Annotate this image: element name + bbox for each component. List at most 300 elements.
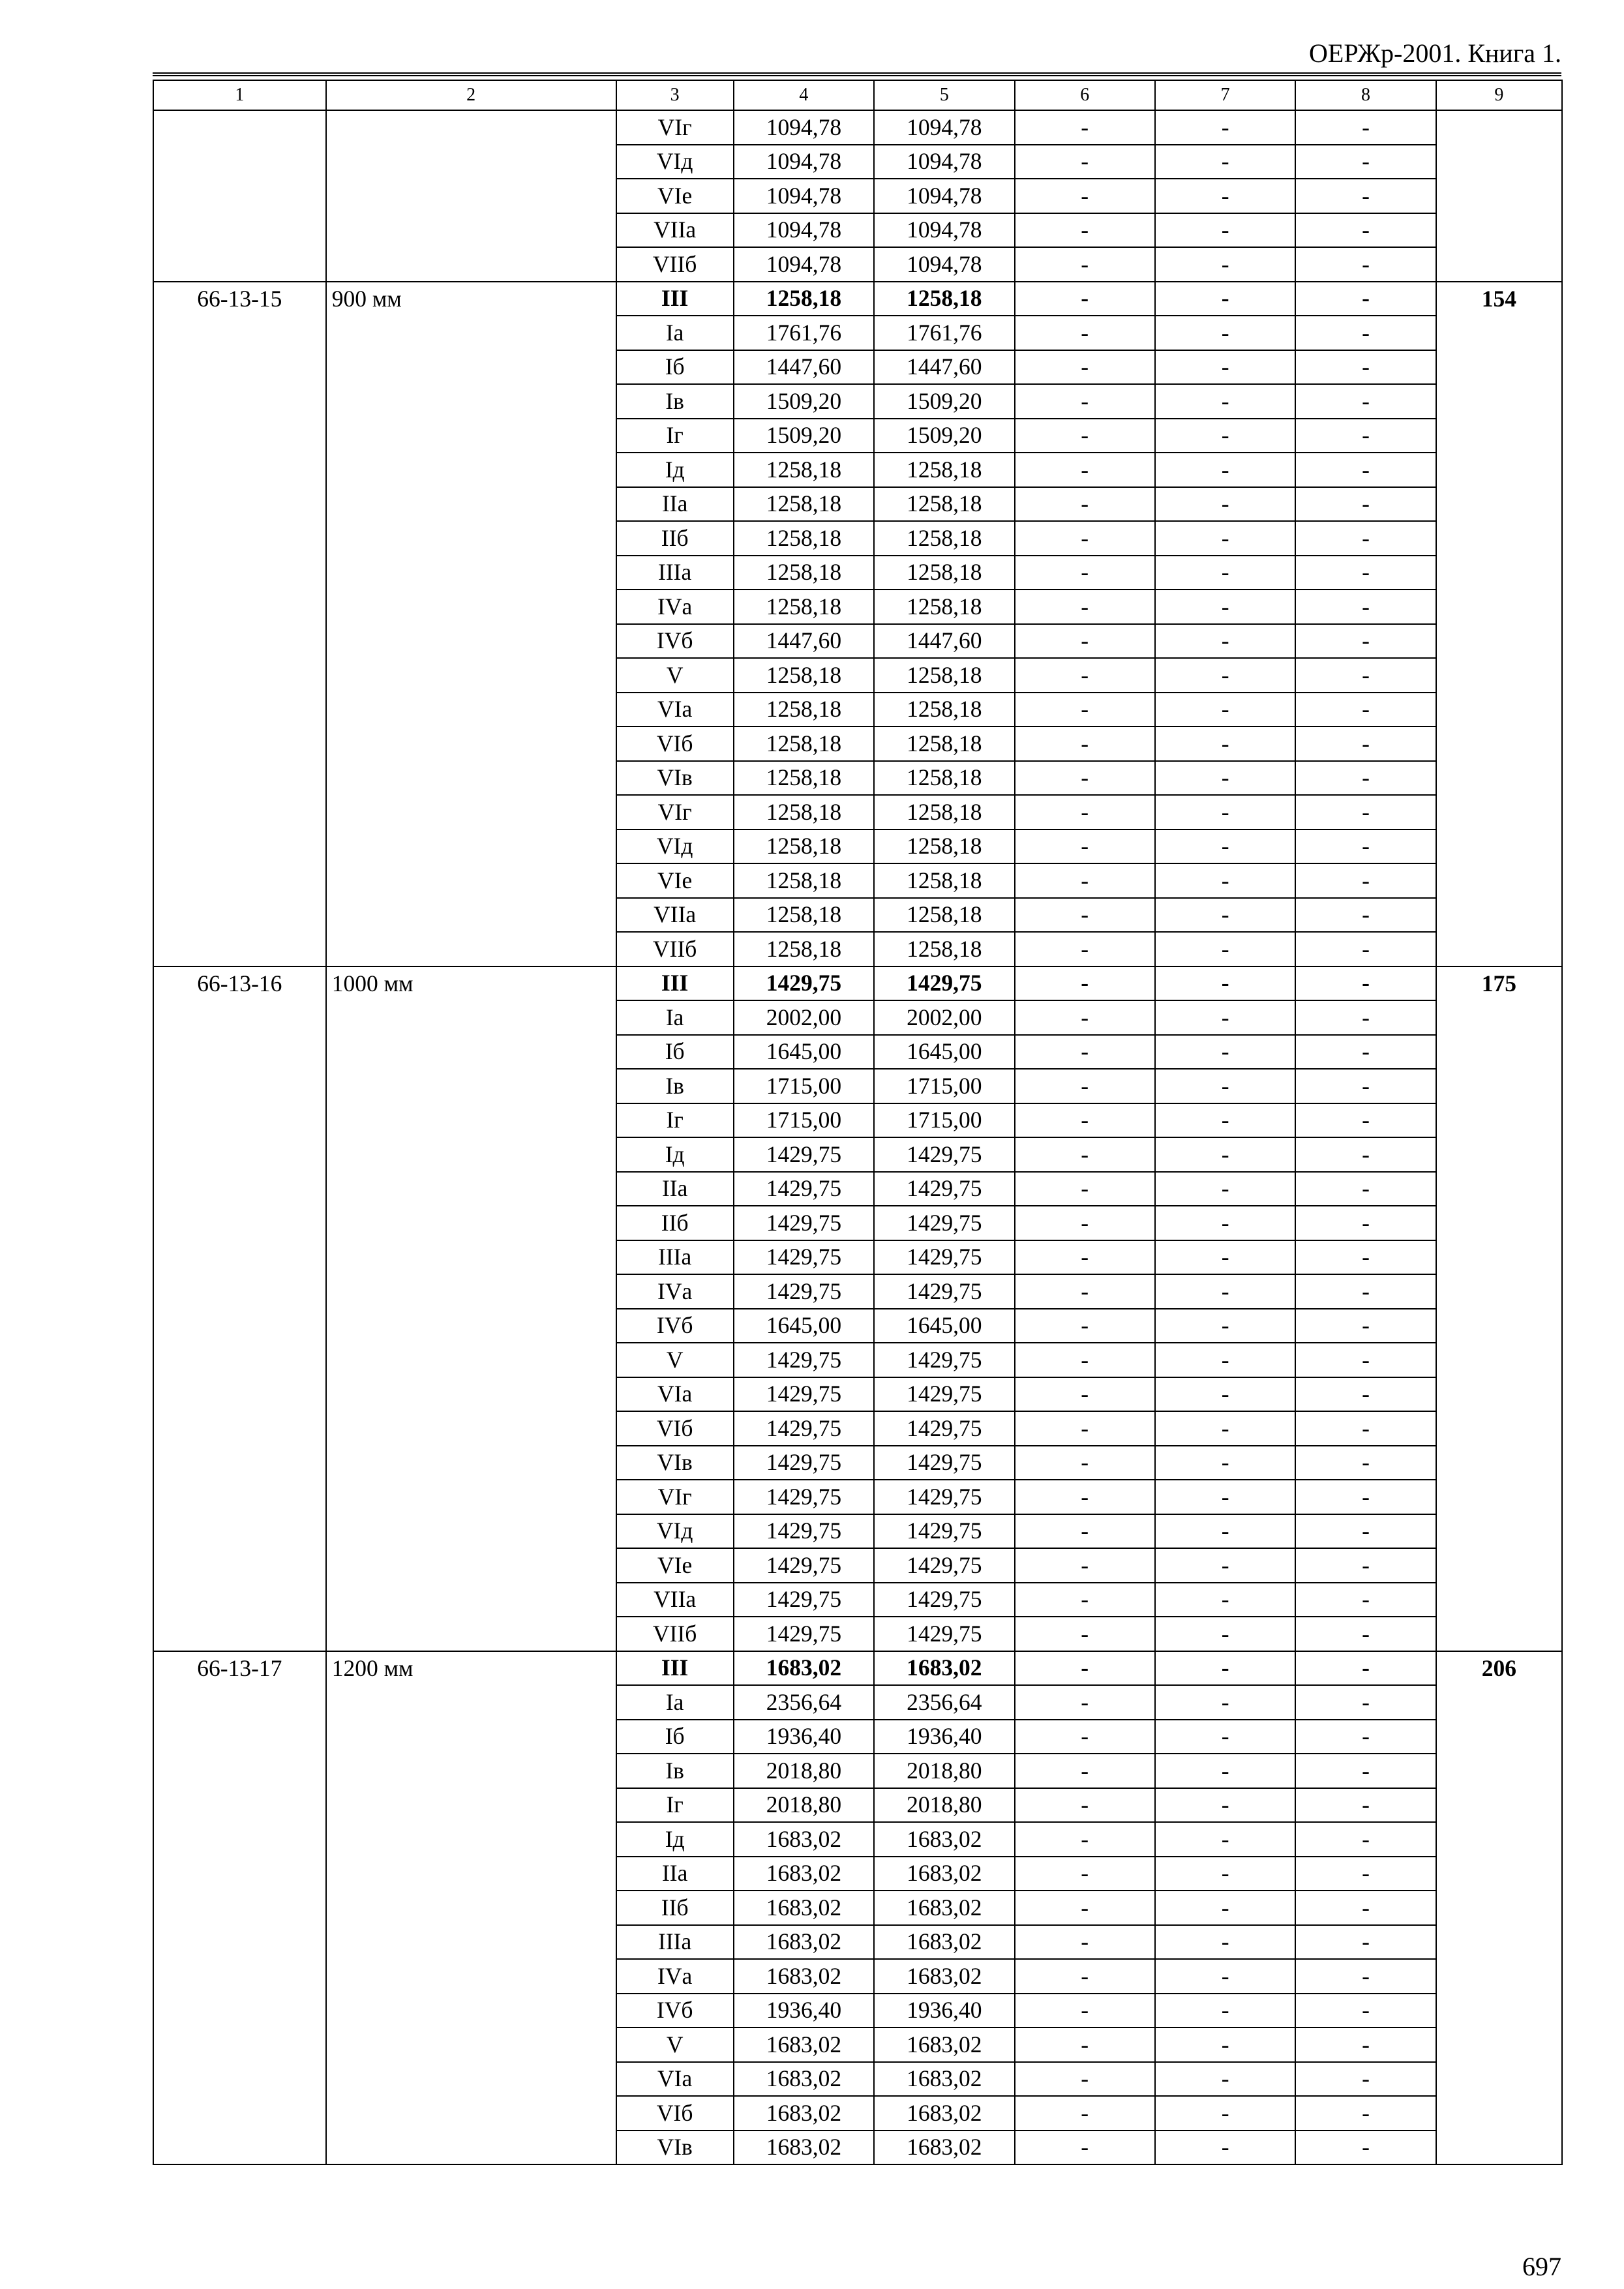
cost-value: - [1295,761,1436,796]
column-number: 5 [874,80,1014,110]
price-value: 1258,18 [874,453,1014,487]
price-value: 1429,75 [874,1137,1014,1172]
cost-value: - [1155,1891,1295,1925]
cost-value: - [1295,1240,1436,1275]
cost-value: - [1015,556,1155,590]
item-code: 66-13-15 [153,282,326,966]
price-value: 1258,18 [734,556,874,590]
price-value: 1258,18 [874,556,1014,590]
item-reference [1436,110,1562,282]
cost-value: - [1295,1411,1436,1446]
price-value: 1429,75 [874,1377,1014,1412]
cost-value: - [1155,1788,1295,1823]
price-value: 1094,78 [734,110,874,145]
cost-value: - [1295,590,1436,624]
table-body [153,80,1562,2164]
cost-value: - [1015,1822,1155,1857]
cost-value: - [1295,145,1436,179]
price-value: 1258,18 [874,932,1014,966]
cost-value: - [1295,487,1436,522]
price-value: 1258,18 [874,898,1014,933]
column-number: 9 [1436,80,1562,110]
cost-value: - [1015,2096,1155,2131]
zone-code: IIа [616,1857,734,1891]
cost-value: - [1295,1857,1436,1891]
price-value: 1258,18 [874,282,1014,316]
cost-value: - [1295,1788,1436,1823]
cost-value: - [1295,624,1436,659]
cost-value: - [1155,1617,1295,1651]
price-value: 1094,78 [734,179,874,213]
price-value: 1683,02 [874,1822,1014,1857]
price-value: 1645,00 [734,1309,874,1343]
zone-code: Iб [616,350,734,385]
zone-code: IIа [616,1172,734,1206]
cost-value: - [1295,282,1436,316]
cost-value: - [1155,384,1295,419]
price-value: 1094,78 [734,213,874,248]
cost-value: - [1295,1206,1436,1240]
cost-value: - [1015,624,1155,659]
price-value: 1447,60 [734,624,874,659]
price-value: 1429,75 [734,1514,874,1549]
cost-value: - [1155,1377,1295,1412]
cost-value: - [1155,521,1295,556]
cost-value: - [1295,453,1436,487]
cost-value: - [1295,1720,1436,1754]
zone-code: IVб [616,624,734,659]
zone-code: Iг [616,1103,734,1138]
price-value: 1094,78 [874,145,1014,179]
cost-value: - [1155,1446,1295,1480]
cost-value: - [1155,863,1295,898]
cost-value: - [1015,179,1155,213]
price-value: 1509,20 [734,384,874,419]
price-value: 1258,18 [874,487,1014,522]
price-value: 1683,02 [734,2027,874,2062]
cost-value: - [1155,693,1295,727]
price-value: 1715,00 [874,1069,1014,1103]
cost-value: - [1155,1754,1295,1788]
price-value: 1429,75 [874,1514,1014,1549]
zone-code: IVа [616,1959,734,1994]
cost-value: - [1295,2027,1436,2062]
cost-value: - [1015,213,1155,248]
cost-value: - [1015,830,1155,864]
cost-value: - [1295,1685,1436,1720]
zone-code: VIб [616,1411,734,1446]
cost-value: - [1015,1925,1155,1960]
price-value: 2018,80 [874,1754,1014,1788]
cost-value: - [1295,1480,1436,1514]
cost-value: - [1155,316,1295,350]
zone-code: VIв [616,761,734,796]
zone-code: Iд [616,1137,734,1172]
price-value: 1429,75 [874,1480,1014,1514]
zone-code: VIIа [616,1583,734,1617]
table-row [153,110,1562,145]
cost-value: - [1155,2096,1295,2131]
price-value: 2018,80 [734,1788,874,1823]
item-name: 900 мм [326,282,616,966]
cost-value: - [1295,213,1436,248]
column-number: 3 [616,80,734,110]
item-name: 1000 мм [326,966,616,1651]
price-value: 1429,75 [874,1274,1014,1309]
price-value: 1258,18 [734,830,874,864]
zone-code: IIб [616,1206,734,1240]
zone-code: VIб [616,726,734,761]
cost-value: - [1295,1994,1436,2028]
cost-value: - [1015,2131,1155,2165]
price-value: 1936,40 [734,1994,874,2028]
cost-value: - [1295,384,1436,419]
cost-value: - [1155,2027,1295,2062]
cost-value: - [1015,1343,1155,1377]
item-reference: 175 [1436,966,1562,1651]
zone-code: VIIб [616,1617,734,1651]
page-number: 697 [1522,2252,1561,2281]
price-value: 1683,02 [734,1925,874,1960]
price-value: 1429,75 [874,1446,1014,1480]
cost-value: - [1295,658,1436,693]
zone-code: IIIа [616,1925,734,1960]
price-value: 1094,78 [874,110,1014,145]
cost-value: - [1295,1103,1436,1138]
price-value: 1715,00 [734,1103,874,1138]
price-value: 1258,18 [874,761,1014,796]
price-value: 1429,75 [734,1172,874,1206]
price-value: 1429,75 [874,1206,1014,1240]
header-double-rule [153,72,1561,76]
zone-code: Iв [616,1069,734,1103]
cost-value: - [1295,830,1436,864]
zone-code: IIб [616,1891,734,1925]
column-number: 7 [1155,80,1295,110]
cost-value: - [1015,863,1155,898]
cost-value: - [1295,1548,1436,1583]
cost-value: - [1155,1480,1295,1514]
price-value: 1429,75 [734,1343,874,1377]
cost-value: - [1155,1069,1295,1103]
cost-value: - [1295,1000,1436,1035]
cost-value: - [1155,2131,1295,2165]
column-number: 2 [326,80,616,110]
cost-value: - [1295,1446,1436,1480]
cost-value: - [1155,1994,1295,2028]
zone-code: VIIа [616,213,734,248]
cost-value: - [1295,1891,1436,1925]
zone-code: IIIа [616,1240,734,1275]
price-value: 1936,40 [874,1720,1014,1754]
price-value: 1645,00 [874,1035,1014,1070]
price-value: 1258,18 [874,693,1014,727]
cost-value: - [1155,179,1295,213]
cost-value: - [1155,282,1295,316]
price-value: 1258,18 [734,726,874,761]
price-table [153,80,1563,2165]
price-value: 1258,18 [734,863,874,898]
cost-value: - [1015,1172,1155,1206]
price-value: 1683,02 [734,2062,874,2097]
price-value: 1936,40 [874,1994,1014,2028]
cost-value: - [1295,1172,1436,1206]
cost-value: - [1155,966,1295,1001]
zone-code: Iа [616,1685,734,1720]
cost-value: - [1155,830,1295,864]
cost-value: - [1155,1548,1295,1583]
zone-code: VIв [616,2131,734,2165]
zone-code: Iд [616,453,734,487]
cost-value: - [1015,761,1155,796]
price-value: 1429,75 [734,1480,874,1514]
cost-value: - [1015,1959,1155,1994]
price-value: 1447,60 [874,624,1014,659]
cost-value: - [1155,556,1295,590]
cost-value: - [1015,2062,1155,2097]
price-value: 2018,80 [874,1788,1014,1823]
cost-value: - [1015,1035,1155,1070]
cost-value: - [1155,419,1295,453]
cost-value: - [1155,110,1295,145]
price-value: 1258,18 [874,830,1014,864]
table-row [153,1651,1562,1686]
cost-value: - [1155,1000,1295,1035]
cost-value: - [1295,863,1436,898]
cost-value: - [1155,898,1295,933]
zone-code: VIа [616,2062,734,2097]
cost-value: - [1295,932,1436,966]
price-value: 1258,18 [874,658,1014,693]
price-value: 1683,02 [874,2062,1014,2097]
price-value: 1258,18 [874,521,1014,556]
zone-code: VIг [616,1480,734,1514]
cost-value: - [1295,1343,1436,1377]
cost-value: - [1155,1309,1295,1343]
cost-value: - [1295,1651,1436,1686]
price-value: 1258,18 [734,521,874,556]
cost-value: - [1155,1035,1295,1070]
zone-code: Iб [616,1035,734,1070]
item-name [326,110,616,282]
cost-value: - [1155,1857,1295,1891]
cost-value: - [1015,1994,1155,2028]
price-value: 1429,75 [734,1411,874,1446]
column-number: 8 [1295,80,1436,110]
cost-value: - [1155,487,1295,522]
price-value: 1429,75 [734,1548,874,1583]
item-code: 66-13-16 [153,966,326,1651]
cost-value: - [1015,1446,1155,1480]
price-value: 1429,75 [734,966,874,1001]
cost-value: - [1015,1377,1155,1412]
zone-code: VIIа [616,898,734,933]
item-reference: 206 [1436,1651,1562,2165]
zone-code: VIд [616,145,734,179]
zone-code: V [616,658,734,693]
zone-code: III [616,966,734,1001]
cost-value: - [1155,1685,1295,1720]
price-value: 1683,02 [734,2131,874,2165]
cost-value: - [1015,590,1155,624]
price-value: 1429,75 [734,1206,874,1240]
price-value: 1429,75 [874,1583,1014,1617]
item-name: 1200 мм [326,1651,616,2165]
cost-value: - [1015,726,1155,761]
zone-code: V [616,1343,734,1377]
item-code: 66-13-17 [153,1651,326,2165]
cost-value: - [1295,110,1436,145]
price-value: 1715,00 [874,1103,1014,1138]
cost-value: - [1295,1274,1436,1309]
price-value: 2356,64 [874,1685,1014,1720]
cost-value: - [1295,350,1436,385]
zone-code: VIIб [616,932,734,966]
price-value: 1683,02 [734,1651,874,1686]
cost-value: - [1295,2131,1436,2165]
cost-value: - [1015,487,1155,522]
cost-value: - [1015,658,1155,693]
cost-value: - [1015,1411,1155,1446]
cost-value: - [1015,521,1155,556]
price-value: 1447,60 [734,350,874,385]
zone-code: VIIб [616,247,734,282]
cost-value: - [1015,1788,1155,1823]
price-value: 2018,80 [734,1754,874,1788]
zone-code: Iа [616,1000,734,1035]
cost-value: - [1295,2062,1436,2097]
cost-value: - [1015,1240,1155,1275]
zone-code: Iд [616,1822,734,1857]
price-value: 1258,18 [874,726,1014,761]
price-value: 1258,18 [734,761,874,796]
price-value: 1715,00 [734,1069,874,1103]
cost-value: - [1015,1720,1155,1754]
price-value: 1683,02 [734,1891,874,1925]
document-header-title: ОЕРЖр-2001. Книга 1. [1309,38,1561,68]
cost-value: - [1015,1309,1155,1343]
price-value: 2002,00 [734,1000,874,1035]
cost-value: - [1295,521,1436,556]
price-value: 1258,18 [734,795,874,830]
price-value: 1258,18 [734,693,874,727]
price-value: 1429,75 [874,1617,1014,1651]
table-row [153,282,1562,316]
cost-value: - [1015,1548,1155,1583]
price-value: 2002,00 [874,1000,1014,1035]
cost-value: - [1155,145,1295,179]
price-value: 1429,75 [874,1172,1014,1206]
price-value: 1094,78 [874,179,1014,213]
cost-value: - [1155,1343,1295,1377]
cost-value: - [1015,693,1155,727]
column-number: 6 [1015,80,1155,110]
cost-value: - [1155,2062,1295,2097]
zone-code: VIе [616,179,734,213]
price-value: 1258,18 [734,453,874,487]
cost-value: - [1155,1583,1295,1617]
zone-code: III [616,1651,734,1686]
zone-code: V [616,2027,734,2062]
price-value: 1683,02 [874,2027,1014,2062]
zone-code: VIа [616,1377,734,1412]
cost-value: - [1155,795,1295,830]
price-value: 1429,75 [734,1446,874,1480]
cost-value: - [1015,1651,1155,1686]
price-value: 1429,75 [734,1274,874,1309]
cost-value: - [1015,145,1155,179]
cost-value: - [1015,453,1155,487]
cost-value: - [1295,1617,1436,1651]
price-value: 1683,02 [734,1857,874,1891]
price-value: 1761,76 [874,316,1014,350]
price-value: 1936,40 [734,1720,874,1754]
price-value: 1683,02 [874,1891,1014,1925]
cost-value: - [1295,1925,1436,1960]
cost-value: - [1015,795,1155,830]
cost-value: - [1155,1411,1295,1446]
zone-code: VIд [616,1514,734,1549]
price-value: 1509,20 [734,419,874,453]
price-value: 1683,02 [734,1822,874,1857]
cost-value: - [1015,419,1155,453]
cost-value: - [1015,282,1155,316]
zone-code: IVа [616,1274,734,1309]
cost-value: - [1015,1514,1155,1549]
price-value: 1509,20 [874,384,1014,419]
column-number: 4 [734,80,874,110]
cost-value: - [1155,624,1295,659]
zone-code: VIа [616,693,734,727]
price-value: 1258,18 [734,898,874,933]
cost-value: - [1015,1891,1155,1925]
price-value: 1094,78 [734,145,874,179]
cost-value: - [1155,1514,1295,1549]
cost-value: - [1155,590,1295,624]
cost-value: - [1015,1274,1155,1309]
price-value: 1645,00 [874,1309,1014,1343]
cost-value: - [1295,726,1436,761]
cost-value: - [1155,1651,1295,1686]
column-number-row [153,80,1562,110]
price-value: 1258,18 [734,658,874,693]
cost-value: - [1155,1137,1295,1172]
zone-code: VIе [616,863,734,898]
cost-value: - [1295,1309,1436,1343]
cost-value: - [1015,1137,1155,1172]
cost-value: - [1015,898,1155,933]
zone-code: IVб [616,1994,734,2028]
price-value: 1683,02 [874,1925,1014,1960]
cost-value: - [1015,2027,1155,2062]
price-value: 1509,20 [874,419,1014,453]
cost-value: - [1015,247,1155,282]
price-value: 1258,18 [734,590,874,624]
item-code [153,110,326,282]
cost-value: - [1295,316,1436,350]
cost-value: - [1155,1172,1295,1206]
price-value: 1094,78 [874,247,1014,282]
price-value: 1429,75 [874,1343,1014,1377]
cost-value: - [1295,1035,1436,1070]
cost-value: - [1015,1617,1155,1651]
price-value: 1429,75 [874,1548,1014,1583]
price-value: 1683,02 [874,1651,1014,1686]
cost-value: - [1295,2096,1436,2131]
price-value: 1258,18 [874,590,1014,624]
zone-code: IIа [616,487,734,522]
cost-value: - [1015,1480,1155,1514]
